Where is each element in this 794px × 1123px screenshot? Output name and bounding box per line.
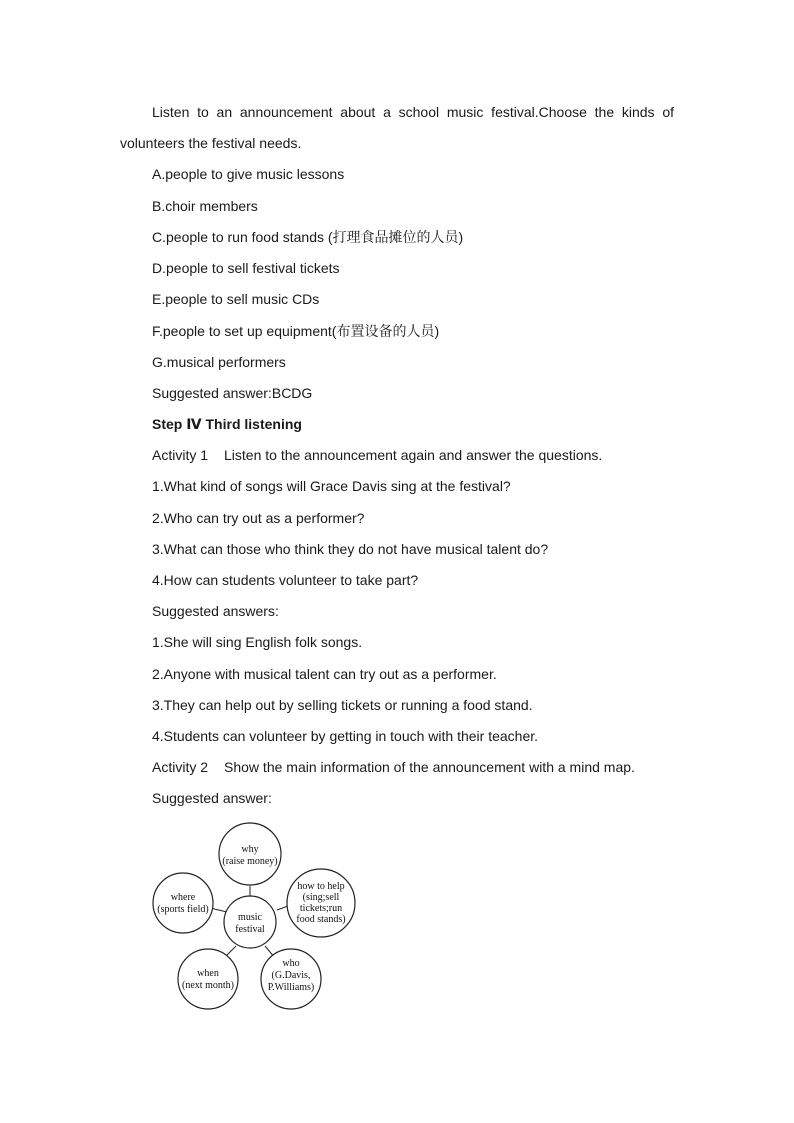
activity-2-text: Show the main information of the announcement with a mind map. — [224, 759, 635, 775]
node-who-detail-2: P.Williams) — [267, 982, 315, 993]
option-f: F.people to set up equipment(布置设备的人员) — [152, 323, 440, 339]
intro-line-2: volunteers the festival needs. — [120, 135, 302, 151]
activity-2-label: Activity 2 — [152, 759, 209, 775]
activity-1-text: Listen to the announcement again and answer the questions. — [224, 447, 603, 463]
connector-how — [277, 906, 288, 910]
step-heading: Step Ⅳ Third listening — [152, 416, 302, 432]
node-when-detail: (next month) — [182, 980, 234, 991]
option-a: A.people to give music lessons — [152, 166, 345, 182]
node-how-detail-2: tickets;run — [299, 903, 343, 914]
node-center-label-2: festival — [235, 924, 265, 935]
node-why-label: why — [241, 844, 259, 855]
activity-1-label: Activity 1 — [152, 447, 209, 463]
node-where-label: where — [170, 892, 196, 903]
answer-3: 3.They can help out by selling tickets or running a food stand. — [152, 697, 533, 713]
option-e: E.people to sell music CDs — [152, 291, 320, 307]
node-when-label: when — [197, 968, 219, 979]
intro-line-1: Listen to an announcement about a school music festival.Choose the kinds of — [152, 104, 674, 120]
node-when-circle — [178, 949, 238, 1009]
node-how-detail-1: (sing;sell — [302, 892, 340, 903]
suggested-answers-label: Suggested answers: — [152, 603, 279, 619]
option-d: D.people to sell festival tickets — [152, 260, 340, 276]
question-4: 4.How can students volunteer to take part? — [152, 572, 419, 588]
answer-2: 2.Anyone with musical talent can try out as a performer. — [152, 666, 497, 682]
node-how-label: how to help — [297, 881, 345, 892]
node-who-detail-1: (G.Davis, — [271, 970, 311, 981]
option-c: C.people to run food stands (打理食品摊位的人员) — [152, 229, 464, 245]
node-where-circle — [153, 873, 213, 933]
node-how-detail-3: food stands) — [296, 914, 346, 925]
node-where-detail: (sports field) — [157, 904, 209, 915]
answer-1: 1.She will sing English folk songs. — [152, 634, 363, 650]
suggested-answer-2-label: Suggested answer: — [152, 790, 272, 806]
suggested-answer-1: Suggested answer:BCDG — [152, 385, 313, 401]
question-2: 2.Who can try out as a performer? — [152, 510, 365, 526]
node-why-detail: (raise money) — [222, 856, 278, 867]
node-center-label-1: music — [238, 912, 262, 923]
question-1: 1.What kind of songs will Grace Davis sing at the festival? — [152, 478, 511, 494]
option-b: B.choir members — [152, 198, 258, 214]
question-3: 3.What can those who think they do not have musical talent do? — [152, 541, 549, 557]
answer-4: 4.Students can volunteer by getting in touch with their teacher. — [152, 728, 539, 744]
option-g: G.musical performers — [152, 354, 286, 370]
node-who-label: who — [282, 958, 300, 969]
